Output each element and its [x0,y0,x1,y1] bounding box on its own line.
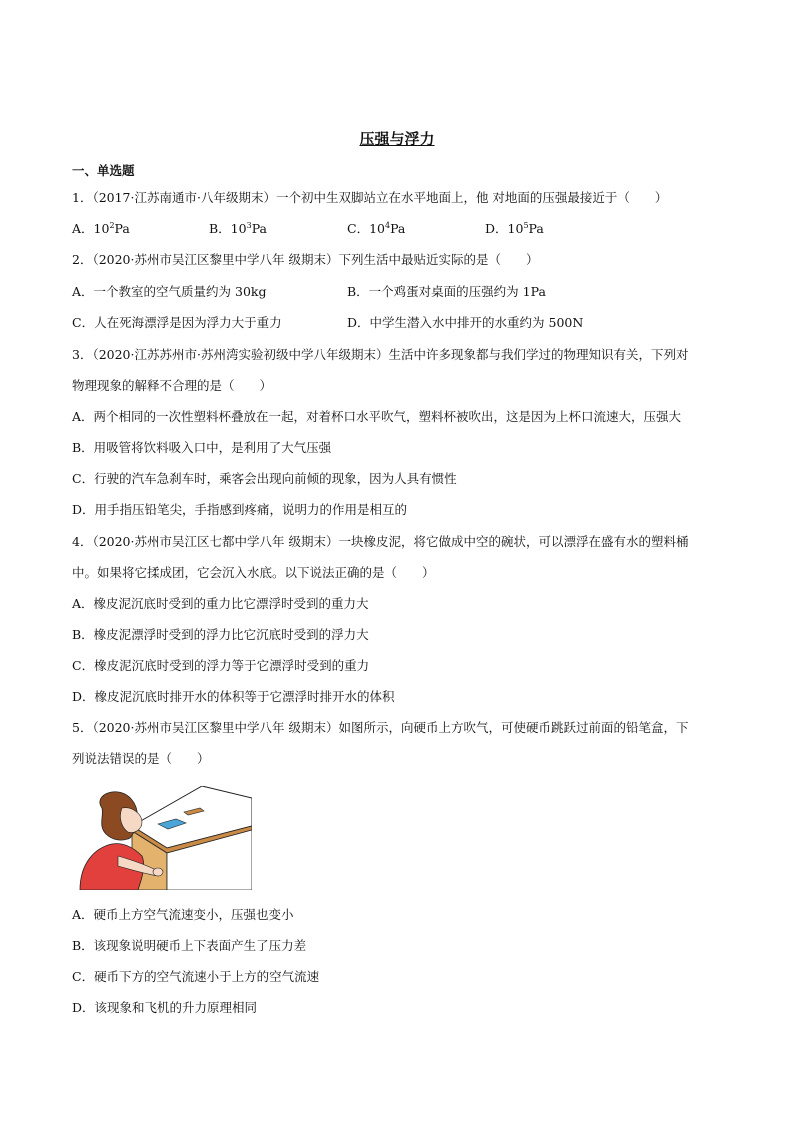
question-number: 3． [72,347,93,362]
option-d: D．该现象和飞机的升力原理相同 [72,1000,258,1015]
question-text: （2020·苏州市吴江区七都中学八年 级期末）一块橡皮泥，将它做成中空的碗状，可以漂浮在盛有水的塑料桶 [92,534,689,549]
option-a: A．两个相同的一次性塑料杯叠放在一起，对着杯口水平吹气，塑料杯被吹出，这是因为上杯口流速大，压强大 [72,409,682,424]
question-1 [72,188,667,206]
question-5-continued: 列说法错误的是（ ） [72,751,210,766]
question-3 [72,345,688,363]
question-text: （2020·苏州市吴江区黎里中学八年 级期末）下列生活中最贴近实际的是（ ） [92,252,539,267]
question-1-options [72,219,722,237]
option-b: B．橡皮泥漂浮时受到的浮力比它沉底时受到的浮力大 [72,627,369,642]
option-c: C．橡皮泥沉底时受到的浮力等于它漂浮时受到的重力 [72,658,370,673]
option-c: C．人在死海漂浮是因为浮力大于重力 [72,315,282,330]
option-d: D．$10^5Pa$ [485,220,544,236]
question-4-continued: 中。如果将它揉成团，它会沉入水底。以下说法正确的是（ ） [72,565,435,580]
option-c: C．行驶的汽车急刹车时，乘客会出现向前倾的现象，因为人具有惯性 [72,471,457,486]
option-d: D．中学生潜入水中排开的水重约为 500N [347,315,584,330]
page-title: 压强与浮力 [359,130,435,148]
question-number: 5． [72,720,93,735]
option-b: B．$10^3Pa$ [209,220,267,236]
question-number: 4． [72,534,93,549]
option-a: A．橡皮泥沉底时受到的重力比它漂浮时受到的重力大 [72,596,369,611]
coin-blowing-illustration [72,786,252,890]
question-number: 1． [72,190,93,205]
question-text: （2020·江苏苏州市·苏州湾实验初级中学八年级期末）生活中许多现象都与我们学过的物理知识有关，下列对 [92,347,689,362]
option-d: D．橡皮泥沉底时排开水的体积等于它漂浮时排开水的体积 [72,689,395,704]
question-2 [72,250,538,268]
option-a: A．$10^2Pa$ [72,220,130,236]
option-b: B．用吸管将饮料吸入口中，是利用了大气压强 [72,440,332,455]
question-2-options-row-2 [72,313,722,331]
question-4 [72,532,688,550]
option-c: C．硬币下方的空气流速小于上方的空气流速 [72,969,320,984]
option-b: B．该现象说明硬币上下表面产生了压力差 [72,938,307,953]
option-d: D．用手指压铅笔尖，手指感到疼痛，说明力的作用是相互的 [72,502,408,517]
section-heading: 一、单选题 [72,163,135,178]
question-text: （2017·江苏南通市·八年级期末）一个初中生双脚站立在水平地面上，他 对地面的压强最接近于（ ） [92,190,668,205]
question-5 [72,718,688,736]
option-c: C．$10^4Pa$ [347,220,406,236]
question-text: （2020·苏州市吴江区黎里中学八年 级期末）如图所示，向硬币上方吹气，可使硬币跳跃过前面的铅笔盒，下 [92,720,689,735]
question-2-options-row-1 [72,282,722,300]
question-3-continued: 物理现象的解释不合理的是（ ） [72,378,273,393]
option-a: A．一个教室的空气质量约为 30kg [72,284,267,299]
option-b: B．一个鸡蛋对桌面的压强约为 1Pa [347,284,546,299]
option-a: A．硬币上方空气流速变小，压强也变小 [72,907,294,922]
question-number: 2． [72,252,93,267]
